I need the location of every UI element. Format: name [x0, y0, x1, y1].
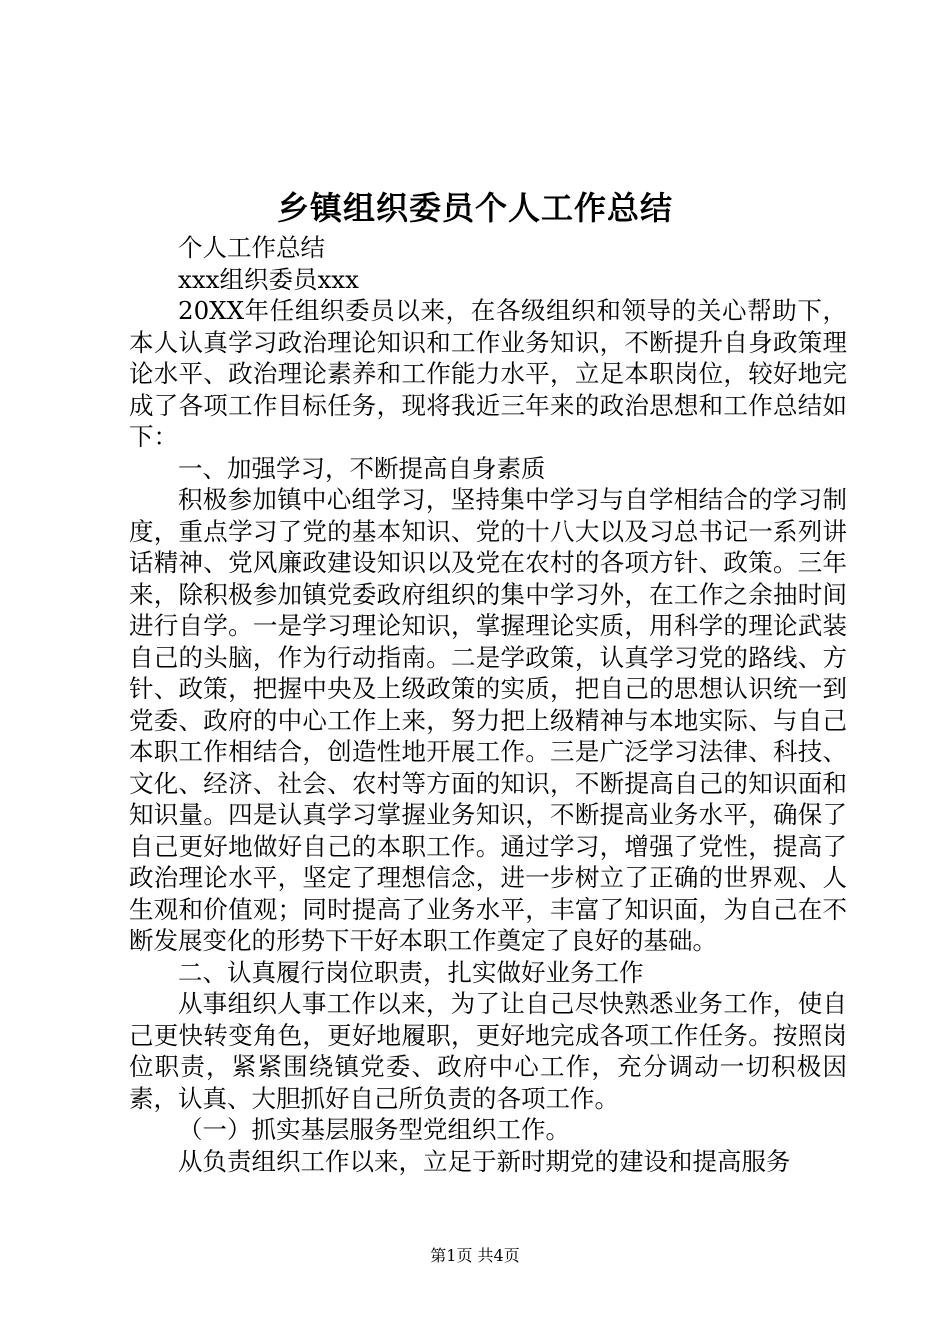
paragraph-study: 积极参加镇中心组学习，坚持集中学习与自学相结合的学习制度，重点学习了党的基本知识、党的十八大以及习总书记一系列讲话精神、党风廉政建设知识以及党在农村的各项方针、政策。三年来，除积极参加镇党委政府组织的集中学习外，在工作之余抽时间进行自学。一是学习理论知识，掌握理论实质，用科学的理论武装自己的头脑，作为行动指南。二是学政策，认真学习党的路线、方针、政策，把握中央及上级政策的实质，把自己的思想认识统一到党委、政府的中心工作上来，努力把上级精神与本地实际、与自己本职工作相结合，创造性地开展工作。三是广泛学习法律、科技、文化、经济、社会、农村等方面的知识，不断提高自己的知识面和知识量。四是认真学习掌握业务知识，不断提高业务水平，确保了自己更好地做好自己的本职工作。通过学习，增强了党性，提高了政治理论水平，坚定了理想信念，进一步树立了正确的世界观、人生观和价值观；同时提高了业务水平，丰富了知识面，为自己在不断发展变化的形势下干好本职工作奠定了良好的基础。 — [129, 485, 847, 955]
document-title: 乡镇组织委员个人工作总结 — [276, 189, 673, 227]
page-footer: 第1页 共4页 — [430, 1246, 520, 1265]
document-body — [129, 232, 847, 1177]
paragraph-service: 从负责组织工作以来，立足于新时期党的建设和提高服务 — [178, 1146, 791, 1176]
subsection-heading-1: （一）抓实基层服务型党组织工作。 — [178, 1115, 570, 1144]
section-heading-2: 二、认真履行岗位职责，扎实做好业务工作 — [178, 957, 644, 987]
paragraph-duties: 从事组织人事工作以来，为了让自己尽快熟悉业务工作，使自己更快转变角色，更好地履职，更好地完成各项工作任务。按照岗位职责，紧紧围绕镇党委、政府中心工作，充分调动一切积极因素，认真、大胆抓好自己所负责的各项工作。 — [129, 989, 847, 1113]
paragraph-intro: 20XX年任组织委员以来，在各级组织和领导的关心帮助下，本人认真学习政治理论知识和工作业务知识，不断提升自身政策理论水平、政治理论素养和工作能力水平，立足本职岗位，较好地完成了各项工作目标任务，现将我近三年来的政治思想和工作总结如下： — [129, 296, 847, 451]
section-heading-1: 一、加强学习，不断提高自身素质 — [178, 453, 546, 483]
paragraph-author: xxx组织委员xxx — [178, 264, 359, 294]
paragraph-heading-label: 个人工作总结 — [178, 233, 325, 262]
